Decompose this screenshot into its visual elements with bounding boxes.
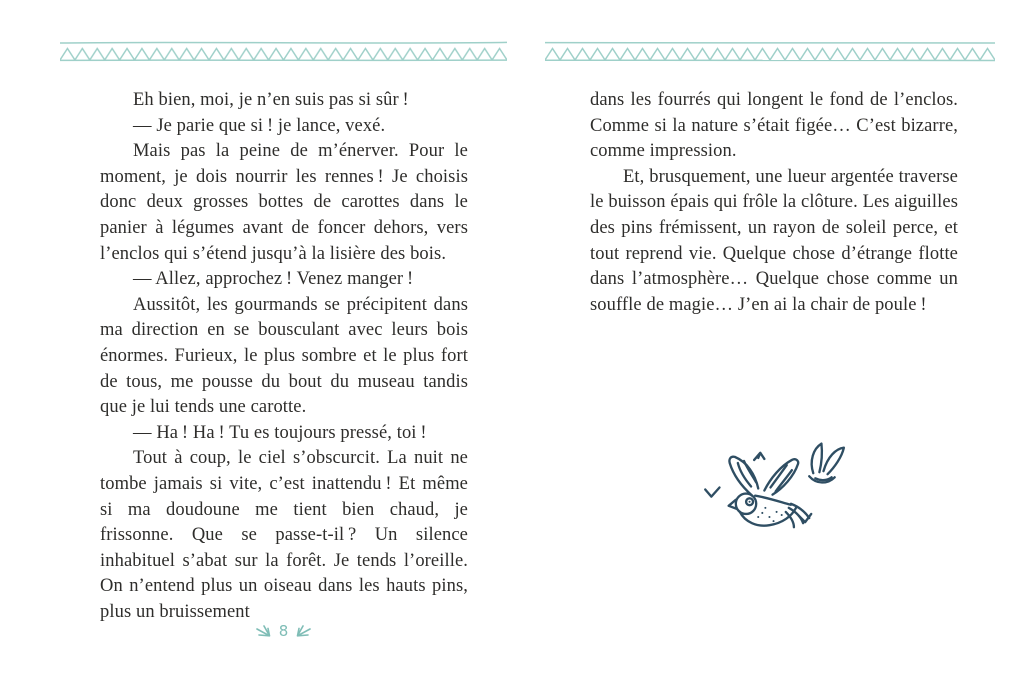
flying-birds-illustration	[693, 430, 851, 548]
story-paragraph: Mais pas la peine de m’énerver. Pour le moment, je dois nourrir les rennes ! Je choisis donc deux grosses bottes de carottes dans le panier à légumes avant de foncer dehors, vers l’enclos qui s’étend jusqu’à la lisière des bois.	[100, 141, 468, 264]
story-paragraph: dans les fourrés qui longent le fond de l’enclos. Comme si la nature s’était figée… C’est bizarre, comme impression.	[590, 90, 958, 162]
page-number: 8	[278, 622, 289, 640]
flying-birds-sketch-icon	[693, 430, 851, 548]
story-paragraph: — Allez, approchez ! Venez manger !	[133, 269, 414, 290]
page-right	[545, 40, 995, 650]
story-paragraph: Aussitôt, les gourmands se précipitent dans ma direction en se bousculant avec leurs bois énormes. Furieux, le plus sombre et le plus fort de tous, me pousse du bout du museau tandis que je lui tends une carotte.	[100, 294, 468, 418]
page-left	[60, 40, 507, 650]
story-paragraph: — Je parie que si ! je lance, vexé.	[133, 115, 386, 136]
pine-sprig-left-icon	[256, 625, 272, 639]
pine-sprig-right-icon	[295, 625, 311, 639]
story-paragraph: — Ha ! Ha ! Tu es toujours pressé, toi !	[133, 422, 427, 443]
page-number-footer	[60, 624, 507, 639]
zigzag-border-icon	[545, 40, 995, 62]
left-page-text	[100, 88, 468, 625]
story-paragraph: Et, brusquement, une lueur argentée traverse le buisson épais qui frôle la clôture. Les aiguilles des pins frémissent, un rayon de soleil perce, et tout reprend vie. Quelque chose d’étrange flotte dans l’atmosphère… Quelque chose comme un souffle de magie… J’en ai la chair de poule !	[590, 166, 958, 315]
story-paragraph: Eh bien, moi, je n’en suis pas si sûr !	[133, 90, 409, 110]
right-page-text	[590, 88, 958, 318]
zigzag-border-icon	[60, 40, 507, 62]
story-paragraph: Tout à coup, le ciel s’obscurcit. La nuit ne tombe jamais si vite, c’est inattendu ! Et même si ma doudoune me tient bien chaud, je frissonne. Que se passe-t-il ? Un silence inhabituel s’abat sur la forêt. Je tends l’oreille. On n’entend plus un oiseau dans les hauts pins, plus un bruissement	[100, 448, 468, 622]
